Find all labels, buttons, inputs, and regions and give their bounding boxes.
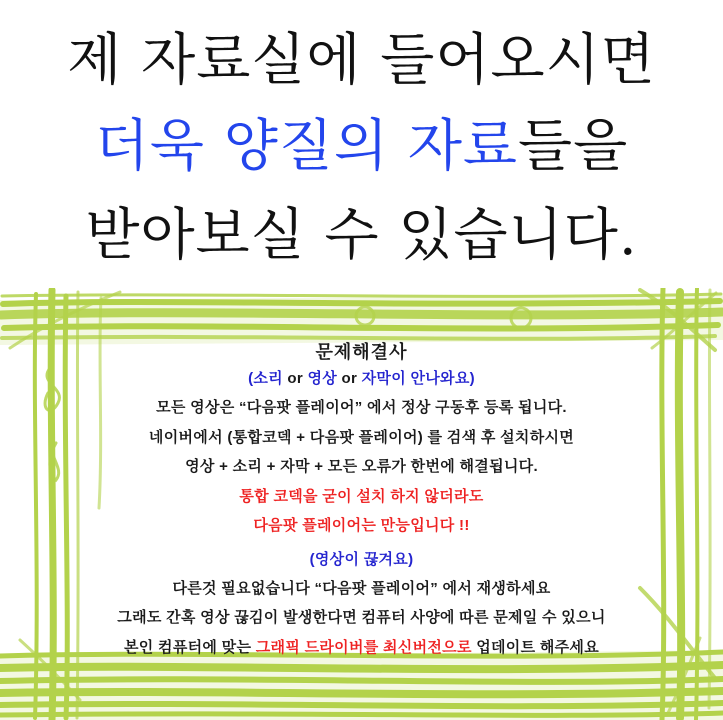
hero-line-2-highlight: 더욱 양질의 자료 (94, 114, 519, 179)
section1-heading (0, 367, 723, 388)
instruction-line: 모든 영상은 “다음팟 플레이어” 에서 정상 구동후 등록 됩니다. (156, 399, 567, 416)
panel-title: 문제해결사 (315, 342, 408, 362)
section1-heading-part: (소리 (248, 370, 288, 387)
hero-line-1: 제 자료실에 들어오시면 (67, 28, 656, 93)
last-line-suffix: 업데이트 해주세요 (471, 639, 599, 656)
section1-heading-part: 자막이 안나와요) (357, 370, 475, 387)
last-line-highlight: 그래픽 드라이버를 최신버전으로 (255, 639, 472, 656)
alert-line: 다음팟 플레이어는 만능입니다 !! (253, 517, 470, 534)
instruction-line: 그래도 간혹 영상 끊김이 발생한다면 컴퓨터 사양에 따른 문제일 수 있으니 (117, 609, 606, 626)
section2-heading: (영상이 끊겨요) (309, 551, 414, 568)
hero-line-2 (0, 102, 723, 182)
hero-line-2-rest: 들을 (518, 114, 629, 179)
instruction-line-mixed (0, 636, 723, 657)
instruction-line: 영상 + 소리 + 자막 + 모든 오류가 한번에 해결됩니다. (185, 458, 538, 475)
instruction-line: 네이버에서 (통합코덱 + 다음팟 플레이어) 를 검색 후 설치하시면 (148, 429, 575, 446)
section1-heading-part: 영상 (303, 370, 342, 387)
section1-heading-or-2: or (341, 370, 358, 387)
hero-line-3: 받아보실 수 있습니다. (85, 203, 638, 268)
instruction-line: 다른것 필요없습니다 “다음팟 플레이어” 에서 재생하세요 (172, 580, 551, 597)
section1-heading-or-1: or (287, 370, 304, 387)
alert-line: 통합 코덱을 굳이 설치 하지 않더라도 (239, 488, 484, 505)
last-line-prefix: 본인 컴퓨터에 맞는 (124, 639, 256, 656)
